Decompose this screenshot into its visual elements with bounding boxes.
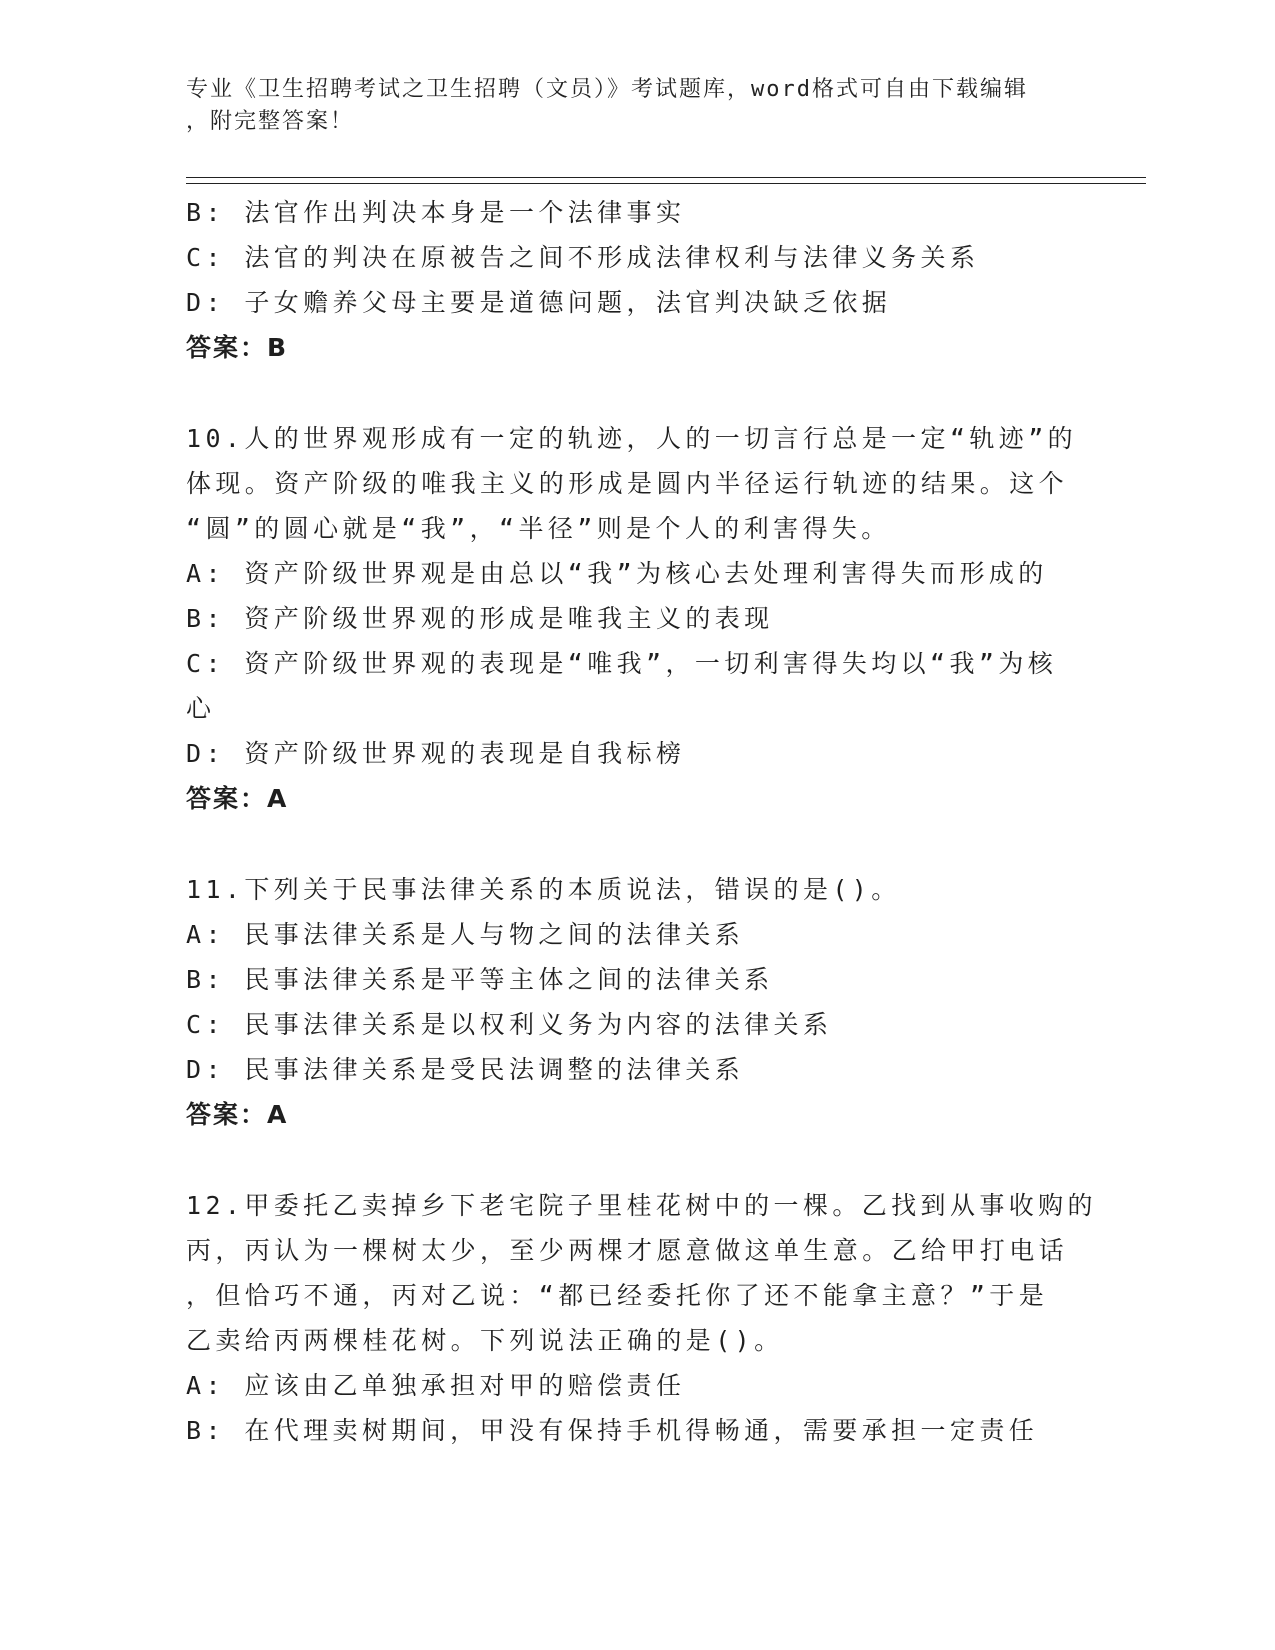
q9-option-d: D: 子女赡养父母主要是道德问题，法官判决缺乏依据 xyxy=(186,288,892,317)
q12-stem-line-3: ，但恰巧不通，丙对乙说：“都已经委托你了还不能拿主意？”于是 xyxy=(186,1281,1049,1310)
q12-stem-line-4: 乙卖给丙两棵桂花树。下列说法正确的是()。 xyxy=(186,1326,784,1355)
header-rule-top xyxy=(186,177,1146,178)
q12-stem-line-2: 丙，丙认为一棵树太少，至少两棵才愿意做这单生意。乙给甲打电话 xyxy=(186,1236,1069,1265)
question-12 xyxy=(186,1183,1097,1453)
header-line-1: 专业《卫生招聘考试之卫生招聘（文员）》考试题库，word格式可自由下载编辑 xyxy=(186,77,1028,102)
question-10 xyxy=(186,416,1086,821)
q10-option-b: B: 资产阶级世界观的形成是唯我主义的表现 xyxy=(186,604,774,633)
q10-stem-line-2: 体现。资产阶级的唯我主义的形成是圆内半径运行轨迹的结果。这个 xyxy=(186,469,1069,498)
q12-option-b: B: 在代理卖树期间，甲没有保持手机得畅通，需要承担一定责任 xyxy=(186,1416,1039,1445)
q9-option-c: C: 法官的判决在原被告之间不形成法律权利与法律义务关系 xyxy=(186,243,980,272)
q10-option-a: A: 资产阶级世界观是由总以“我”为核心去处理利害得失而形成的 xyxy=(186,559,1048,588)
question-11 xyxy=(186,867,1086,1137)
spacer xyxy=(186,370,1086,416)
q11-stem: 11.下列关于民事法律关系的本质说法，错误的是()。 xyxy=(186,875,901,904)
q9-option-b: B: 法官作出判决本身是一个法律事实 xyxy=(186,198,686,227)
q11-option-b: B: 民事法律关系是平等主体之间的法律关系 xyxy=(186,965,774,994)
q11-option-d: D: 民事法律关系是受民法调整的法律关系 xyxy=(186,1055,745,1084)
question-9 xyxy=(186,190,1086,370)
q10-stem-line-1: 10.人的世界观形成有一定的轨迹，人的一切言行总是一定“轨迹”的 xyxy=(186,424,1078,453)
q12-option-a: A: 应该由乙单独承担对甲的赔偿责任 xyxy=(186,1371,686,1400)
question-content xyxy=(186,190,1097,1453)
spacer xyxy=(186,821,1086,867)
header-rule-bottom xyxy=(186,183,1146,184)
q10-stem-line-3: “圆”的圆心就是“我”，“半径”则是个人的利害得失。 xyxy=(186,514,891,543)
q10-option-c-line-2: 心 xyxy=(186,694,216,723)
q10-option-c-line-1: C: 资产阶级世界观的表现是“唯我”，一切利害得失均以“我”为核 xyxy=(186,649,1058,678)
document-header xyxy=(186,74,1086,138)
q12-stem-line-1: 12.甲委托乙卖掉乡下老宅院子里桂花树中的一棵。乙找到从事收购的 xyxy=(186,1191,1097,1220)
spacer xyxy=(186,1137,1086,1183)
q10-option-d: D: 资产阶级世界观的表现是自我标榜 xyxy=(186,739,686,768)
q9-answer: 答案：B xyxy=(186,333,289,362)
q11-answer: 答案：A xyxy=(186,1100,289,1129)
header-line-2: ，附完整答案！ xyxy=(186,109,355,134)
q11-option-c: C: 民事法律关系是以权利义务为内容的法律关系 xyxy=(186,1010,833,1039)
q10-answer: 答案：A xyxy=(186,784,289,813)
q11-option-a: A: 民事法律关系是人与物之间的法律关系 xyxy=(186,920,745,949)
